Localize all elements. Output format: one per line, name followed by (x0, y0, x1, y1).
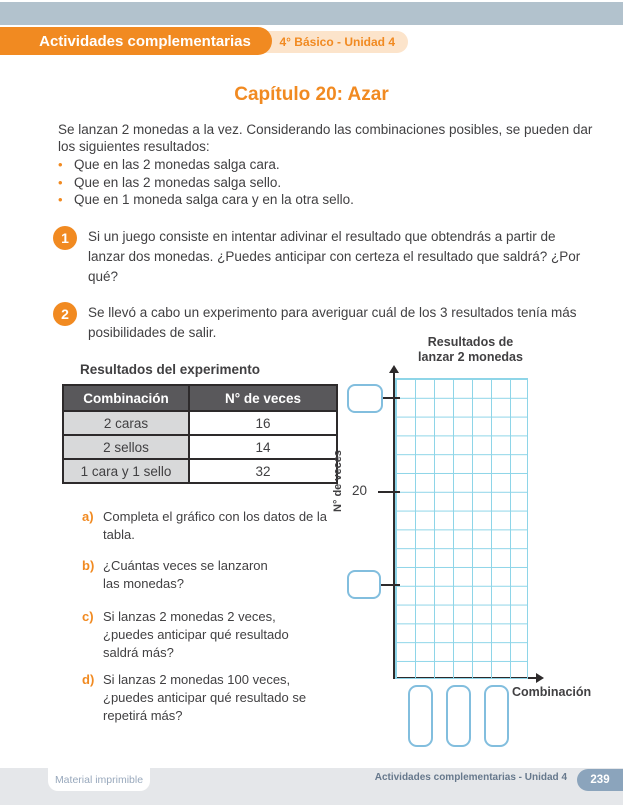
question-text: Si lanzas 2 monedas 100 veces, ¿puedes anticipar qué resultado se repetirá más? (103, 672, 307, 723)
column-header-count: N° de veces (189, 385, 337, 411)
list-item (58, 174, 578, 192)
x-axis-answer-box-1[interactable] (408, 685, 433, 747)
bullet-list (58, 156, 578, 209)
bullet-icon: • (58, 192, 63, 207)
question-letter: b) (82, 558, 95, 573)
page-number: 239 (590, 774, 610, 786)
table-header-row (63, 385, 337, 411)
y-tick-10 (380, 584, 400, 586)
chart-title-line2: lanzar 2 monedas (418, 350, 523, 364)
question-letter: a) (82, 509, 94, 524)
y-tick-label: 20 (352, 483, 368, 498)
intro-paragraph: Se lanzan 2 monedas a la vez. Considerando las combinaciones posibles, se pueden dar los siguientes resultados: (58, 122, 593, 154)
table-row (63, 411, 337, 435)
section-badge-label: Actividades complementarias (39, 32, 251, 50)
page-title: Capítulo 20: Azar (234, 84, 389, 105)
y-axis-answer-box-bottom[interactable] (347, 570, 381, 599)
cell-count: 14 (189, 435, 337, 459)
x-axis-answer-box-2[interactable] (446, 685, 471, 747)
printable-material-label: Material imprimible (54, 773, 144, 786)
question-text: Completa el gráfico con los datos de la tabla. (103, 509, 328, 542)
cell-combination: 1 cara y 1 sello (63, 459, 189, 483)
y-axis-answer-box-top[interactable] (347, 384, 383, 413)
question-d (82, 671, 322, 725)
y-axis-label: N° de veces (332, 450, 344, 512)
column-header-combination: Combinación (63, 385, 189, 411)
table-title: Resultados del experimento (80, 362, 261, 377)
question-b (82, 557, 292, 593)
question-letter: d) (82, 672, 95, 687)
exercise-text: Se llevó a cabo un experimento para averiguar cuál de los 3 resultados tenía más posibilidades de salir. (88, 305, 577, 340)
footer-section-label: Actividades complementarias - Unidad 4 (374, 772, 567, 783)
question-a (82, 508, 337, 544)
list-item (58, 156, 578, 174)
grade-unit-tab (248, 31, 408, 53)
section-badge (0, 27, 272, 55)
bullet-text: Que en las 2 monedas salga cara. (74, 157, 280, 172)
cell-combination: 2 sellos (63, 435, 189, 459)
exercise-number-badge: 1 (53, 226, 77, 250)
bullet-text: Que en las 2 monedas salga sello. (74, 174, 282, 190)
table-row (63, 459, 337, 483)
question-letter: c) (82, 609, 94, 624)
chart-grid[interactable] (395, 378, 528, 679)
x-axis-answer-box-3[interactable] (484, 685, 509, 747)
list-item (58, 191, 578, 209)
y-tick-30 (381, 397, 400, 399)
table-row (63, 435, 337, 459)
y-tick-20 (378, 491, 400, 493)
bullet-text: Que en 1 moneda salga cara y en la otra sello. (74, 192, 354, 207)
top-bar (0, 2, 623, 25)
question-c (82, 608, 317, 662)
x-axis-label: Combinación (512, 685, 592, 699)
chart-title-line1: Resultados de (427, 335, 514, 349)
cell-count: 16 (189, 411, 337, 435)
question-text: ¿Cuántas veces se lanzaron las monedas? (103, 558, 268, 591)
cell-count: 32 (189, 459, 337, 483)
grade-unit-label: 4° Básico - Unidad 4 (279, 35, 395, 49)
page-number-badge (577, 769, 623, 791)
exercise-text: Si un juego consiste en intentar adivinar el resultado que obtendrás a partir de lanzar dos monedas. ¿Puedes anticipar con certeza el resultado que saldrá? ¿Por qué? (88, 229, 581, 284)
printable-material-tab (48, 768, 150, 791)
results-table (62, 384, 338, 484)
bullet-icon: • (58, 174, 63, 190)
question-text: Si lanzas 2 monedas 2 veces, ¿puedes anticipar qué resultado saldrá más? (103, 609, 289, 660)
bullet-icon: • (58, 157, 63, 172)
exercise-number-badge: 2 (53, 302, 77, 326)
cell-combination: 2 caras (63, 411, 189, 435)
x-axis-arrow-icon (536, 673, 544, 683)
chart-title (403, 335, 538, 365)
